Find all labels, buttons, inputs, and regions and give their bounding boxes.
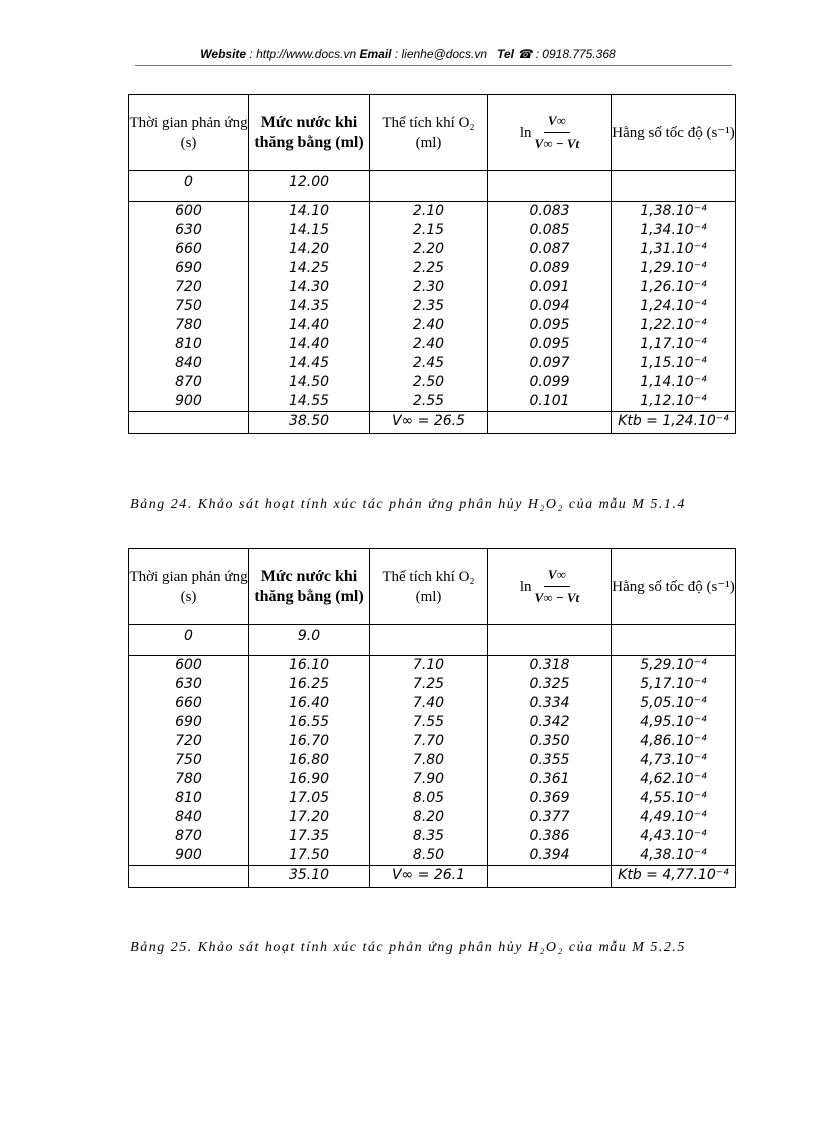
cell-empty	[612, 171, 736, 202]
cell-volume: 2.45	[370, 354, 488, 373]
cell-level: 12.00	[249, 171, 370, 202]
cell-time: 840	[129, 808, 249, 827]
cell-rate: 1,22.10⁻⁴	[612, 316, 736, 335]
cell-volume: 7.90	[370, 770, 488, 789]
summary-rate: Ktb = 4,77.10⁻⁴	[612, 866, 736, 888]
cell-volume: 2.40	[370, 316, 488, 335]
cell-time: 690	[129, 713, 249, 732]
cell-rate: 4,95.10⁻⁴	[612, 713, 736, 732]
cell-level: 17.05	[249, 789, 370, 808]
cell-ln: 0.334	[488, 694, 612, 713]
col-time-header: Thời gian phản ứng (s)	[129, 95, 249, 171]
cell-rate: 4,73.10⁻⁴	[612, 751, 736, 770]
cell-volume: 2.25	[370, 259, 488, 278]
cell-time: 900	[129, 392, 249, 412]
cell-rate: 1,31.10⁻⁴	[612, 240, 736, 259]
table-row	[129, 316, 736, 335]
cell-volume: 8.50	[370, 846, 488, 866]
cell-ln: 0.318	[488, 656, 612, 676]
summary-row	[129, 866, 736, 888]
col-level-header: Mức nước khi thăng bằng (ml)	[249, 549, 370, 625]
table-row	[129, 846, 736, 866]
cell-level: 16.40	[249, 694, 370, 713]
cell-volume: 7.80	[370, 751, 488, 770]
cell-ln: 0.083	[488, 202, 612, 222]
cell-level: 14.40	[249, 316, 370, 335]
tel-value: : 0918.775.368	[532, 47, 616, 61]
cell-rate: 1,15.10⁻⁴	[612, 354, 736, 373]
cell-time: 780	[129, 316, 249, 335]
cell-time: 900	[129, 846, 249, 866]
cell-level: 17.20	[249, 808, 370, 827]
cell-ln: 0.355	[488, 751, 612, 770]
cell-empty	[488, 625, 612, 656]
table-row	[129, 240, 736, 259]
summary-row	[129, 412, 736, 434]
table-row	[129, 656, 736, 676]
cell-level: 14.15	[249, 221, 370, 240]
cell-ln: 0.377	[488, 808, 612, 827]
cell-ln: 0.099	[488, 373, 612, 392]
table-row	[129, 751, 736, 770]
cell-rate: 4,43.10⁻⁴	[612, 827, 736, 846]
page-header	[0, 47, 816, 61]
cell-volume: 2.35	[370, 297, 488, 316]
cell-level: 14.10	[249, 202, 370, 222]
cell-level: 16.80	[249, 751, 370, 770]
cell-ln: 0.325	[488, 675, 612, 694]
cell-ln: 0.087	[488, 240, 612, 259]
table-row	[129, 259, 736, 278]
ln-numerator: V∞	[544, 565, 570, 587]
summary-volume: V∞ = 26.1	[370, 866, 488, 888]
cell-empty	[488, 412, 612, 434]
cell-volume: 7.70	[370, 732, 488, 751]
cell-rate: 1,14.10⁻⁴	[612, 373, 736, 392]
cell-time: 750	[129, 751, 249, 770]
table-row	[129, 770, 736, 789]
cell-ln: 0.342	[488, 713, 612, 732]
table-25-caption: Bảng 25. Khảo sát hoạt tính xúc tác phản ứng phân hủy H₂O₂ của mẫu M 5.2.5	[130, 940, 686, 955]
table-row-zero	[129, 625, 736, 656]
website-separator: :	[246, 47, 257, 61]
cell-ln: 0.085	[488, 221, 612, 240]
col-volume-header: Thể tích khí O₂ (ml)	[370, 95, 488, 171]
cell-volume: 2.55	[370, 392, 488, 412]
cell-level: 16.55	[249, 713, 370, 732]
table-row	[129, 278, 736, 297]
table-24-caption: Bảng 24. Khảo sát hoạt tính xúc tác phản ứng phân hủy H₂O₂ của mẫu M 5.1.4	[130, 497, 686, 512]
cell-level: 16.10	[249, 656, 370, 676]
cell-time: 0	[129, 171, 249, 202]
cell-ln: 0.361	[488, 770, 612, 789]
cell-level: 17.50	[249, 846, 370, 866]
cell-rate: 1,12.10⁻⁴	[612, 392, 736, 412]
header-divider	[135, 65, 732, 66]
cell-ln: 0.094	[488, 297, 612, 316]
cell-rate: 1,29.10⁻⁴	[612, 259, 736, 278]
cell-time: 780	[129, 770, 249, 789]
cell-empty	[488, 171, 612, 202]
ln-denominator: V∞ − Vt	[534, 136, 580, 151]
cell-volume: 8.20	[370, 808, 488, 827]
cell-rate: 1,34.10⁻⁴	[612, 221, 736, 240]
col-rate-header: Hằng số tốc độ (s⁻¹)	[612, 549, 736, 625]
cell-volume: 7.55	[370, 713, 488, 732]
cell-rate: 5,29.10⁻⁴	[612, 656, 736, 676]
cell-volume: 7.40	[370, 694, 488, 713]
table-row	[129, 827, 736, 846]
cell-time: 750	[129, 297, 249, 316]
cell-level: 14.20	[249, 240, 370, 259]
cell-ln: 0.101	[488, 392, 612, 412]
table-24	[128, 94, 736, 434]
cell-level: 14.55	[249, 392, 370, 412]
cell-time: 630	[129, 675, 249, 694]
cell-level: 17.35	[249, 827, 370, 846]
cell-level: 14.30	[249, 278, 370, 297]
cell-time: 720	[129, 732, 249, 751]
cell-time: 0	[129, 625, 249, 656]
col-rate-header: Hằng số tốc độ (s⁻¹)	[612, 95, 736, 171]
cell-ln: 0.350	[488, 732, 612, 751]
cell-time: 810	[129, 335, 249, 354]
table-row	[129, 335, 736, 354]
cell-time: 870	[129, 827, 249, 846]
cell-time: 660	[129, 240, 249, 259]
summary-rate: Ktb = 1,24.10⁻⁴	[612, 412, 736, 434]
table-summary	[129, 866, 736, 888]
cell-volume: 2.15	[370, 221, 488, 240]
col-time-header: Thời gian phản ứng (s)	[129, 549, 249, 625]
cell-rate: 4,86.10⁻⁴	[612, 732, 736, 751]
table-row	[129, 373, 736, 392]
table-summary	[129, 412, 736, 434]
cell-time: 690	[129, 259, 249, 278]
col-volume-header: Thể tích khí O₂ (ml)	[370, 549, 488, 625]
table-row	[129, 789, 736, 808]
cell-level: 16.70	[249, 732, 370, 751]
cell-ln: 0.386	[488, 827, 612, 846]
cell-time: 870	[129, 373, 249, 392]
table-row-zero	[129, 171, 736, 202]
cell-level: 16.25	[249, 675, 370, 694]
cell-level: 14.45	[249, 354, 370, 373]
ln-numerator: V∞	[544, 111, 570, 133]
cell-level: 14.25	[249, 259, 370, 278]
cell-empty	[370, 171, 488, 202]
cell-level: 14.40	[249, 335, 370, 354]
cell-time: 840	[129, 354, 249, 373]
cell-empty	[612, 625, 736, 656]
cell-rate: 1,24.10⁻⁴	[612, 297, 736, 316]
cell-ln: 0.089	[488, 259, 612, 278]
cell-volume: 2.40	[370, 335, 488, 354]
ln-prefix: ln	[519, 578, 532, 595]
email-value[interactable]: : lienhe@docs.vn	[391, 47, 488, 61]
cell-ln: 0.369	[488, 789, 612, 808]
cell-ln: 0.091	[488, 278, 612, 297]
table-25	[128, 548, 736, 888]
cell-volume: 7.25	[370, 675, 488, 694]
cell-rate: 4,49.10⁻⁴	[612, 808, 736, 827]
cell-rate: 1,26.10⁻⁴	[612, 278, 736, 297]
cell-ln: 0.095	[488, 316, 612, 335]
table-row	[129, 202, 736, 222]
table-row	[129, 297, 736, 316]
table-row	[129, 694, 736, 713]
cell-level: 16.90	[249, 770, 370, 789]
cell-time: 630	[129, 221, 249, 240]
cell-volume: 2.50	[370, 373, 488, 392]
table-row	[129, 221, 736, 240]
cell-rate: 4,62.10⁻⁴	[612, 770, 736, 789]
website-url[interactable]: http://www.docs.vn	[256, 47, 357, 61]
cell-level: 14.50	[249, 373, 370, 392]
cell-rate: 1,17.10⁻⁴	[612, 335, 736, 354]
cell-empty	[488, 866, 612, 888]
cell-ln: 0.097	[488, 354, 612, 373]
table-header-row	[129, 549, 736, 625]
tel-label: Tel	[497, 47, 514, 61]
cell-volume: 2.30	[370, 278, 488, 297]
table-body	[129, 625, 736, 656]
website-label: Website	[200, 47, 247, 61]
col-level-header: Mức nước khi thăng bằng (ml)	[249, 95, 370, 171]
col-ln-header	[488, 95, 612, 171]
cell-rate: 1,38.10⁻⁴	[612, 202, 736, 222]
cell-ln: 0.394	[488, 846, 612, 866]
cell-volume: 2.20	[370, 240, 488, 259]
cell-level: 9.0	[249, 625, 370, 656]
cell-volume: 7.10	[370, 656, 488, 676]
cell-time: 600	[129, 202, 249, 222]
col-ln-header	[488, 549, 612, 625]
cell-time: 810	[129, 789, 249, 808]
cell-volume: 8.05	[370, 789, 488, 808]
summary-level: 35.10	[249, 866, 370, 888]
table-row	[129, 354, 736, 373]
cell-rate: 4,38.10⁻⁴	[612, 846, 736, 866]
cell-empty	[129, 866, 249, 888]
table-row	[129, 732, 736, 751]
table-header-row	[129, 95, 736, 171]
table-body	[129, 171, 736, 202]
table-row	[129, 392, 736, 412]
ln-denominator: V∞ − Vt	[534, 590, 580, 605]
cell-level: 14.35	[249, 297, 370, 316]
table-row	[129, 675, 736, 694]
cell-empty	[129, 412, 249, 434]
cell-time: 660	[129, 694, 249, 713]
ln-prefix: ln	[519, 124, 532, 141]
cell-rate: 5,05.10⁻⁴	[612, 694, 736, 713]
summary-volume: V∞ = 26.5	[370, 412, 488, 434]
email-label: Email	[359, 47, 392, 61]
cell-time: 600	[129, 656, 249, 676]
cell-volume: 8.35	[370, 827, 488, 846]
table-row	[129, 713, 736, 732]
cell-rate: 4,55.10⁻⁴	[612, 789, 736, 808]
cell-rate: 5,17.10⁻⁴	[612, 675, 736, 694]
table-rows	[129, 202, 736, 412]
table-row	[129, 808, 736, 827]
cell-volume: 2.10	[370, 202, 488, 222]
table-rows	[129, 656, 736, 866]
summary-level: 38.50	[249, 412, 370, 434]
phone-icon: ☎	[517, 47, 533, 61]
cell-time: 720	[129, 278, 249, 297]
cell-empty	[370, 625, 488, 656]
cell-ln: 0.095	[488, 335, 612, 354]
